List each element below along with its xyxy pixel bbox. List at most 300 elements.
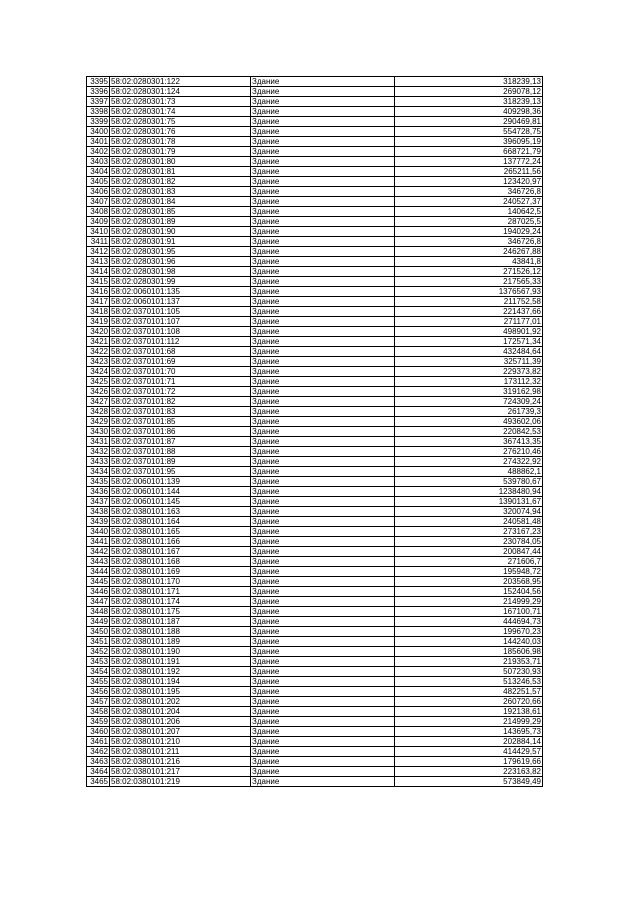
- object-type-cell: Здание: [251, 237, 395, 247]
- cadastral-value-cell: 240527,37: [395, 197, 543, 207]
- table-row: [87, 167, 543, 177]
- row-number-cell: 3404: [87, 167, 110, 177]
- row-number-cell: 3411: [87, 237, 110, 247]
- cadastral-number-cell: 58:02:0280301:80: [110, 157, 251, 167]
- table-row: [87, 207, 543, 217]
- cadastral-value-cell: 240581,48: [395, 517, 543, 527]
- object-type-cell: Здание: [251, 287, 395, 297]
- cadastral-value-cell: 325711,39: [395, 357, 543, 367]
- row-number-cell: 3400: [87, 127, 110, 137]
- row-number-cell: 3440: [87, 527, 110, 537]
- cadastral-number-cell: 58:02:0280301:74: [110, 107, 251, 117]
- object-type-cell: Здание: [251, 747, 395, 757]
- cadastral-value-cell: 488862,1: [395, 467, 543, 477]
- cadastral-number-cell: 58:02:0380101:171: [110, 587, 251, 597]
- cadastral-number-cell: 58:02:0380101:216: [110, 757, 251, 767]
- row-number-cell: 3439: [87, 517, 110, 527]
- cadastral-number-cell: 58:02:0280301:89: [110, 217, 251, 227]
- cadastral-value-cell: 287025,5: [395, 217, 543, 227]
- cadastral-value-cell: 219353,71: [395, 657, 543, 667]
- table-row: [87, 517, 543, 527]
- object-type-cell: Здание: [251, 737, 395, 747]
- cadastral-number-cell: 58:02:0060101:137: [110, 297, 251, 307]
- table-row: [87, 707, 543, 717]
- cadastral-value-cell: 539780,67: [395, 477, 543, 487]
- table-row: [87, 427, 543, 437]
- cadastral-number-cell: 58:02:0380101:211: [110, 747, 251, 757]
- cadastral-value-cell: 192138,61: [395, 707, 543, 717]
- cadastral-value-cell: 167100,71: [395, 607, 543, 617]
- row-number-cell: 3405: [87, 177, 110, 187]
- object-type-cell: Здание: [251, 567, 395, 577]
- table-row: [87, 347, 543, 357]
- cadastral-value-cell: 1376567,93: [395, 287, 543, 297]
- cadastral-value-cell: 260720,66: [395, 697, 543, 707]
- table-row: [87, 367, 543, 377]
- object-type-cell: Здание: [251, 577, 395, 587]
- cadastral-value-cell: 214999,29: [395, 597, 543, 607]
- row-number-cell: 3460: [87, 727, 110, 737]
- object-type-cell: Здание: [251, 637, 395, 647]
- cadastral-number-cell: 58:02:0370101:89: [110, 457, 251, 467]
- table-row: [87, 747, 543, 757]
- cadastral-value-cell: 246267,88: [395, 247, 543, 257]
- row-number-cell: 3409: [87, 217, 110, 227]
- row-number-cell: 3420: [87, 327, 110, 337]
- row-number-cell: 3432: [87, 447, 110, 457]
- cadastral-value-cell: 320074,94: [395, 507, 543, 517]
- table-row: [87, 667, 543, 677]
- cadastral-number-cell: 58:02:0280301:79: [110, 147, 251, 157]
- object-type-cell: Здание: [251, 277, 395, 287]
- object-type-cell: Здание: [251, 447, 395, 457]
- object-type-cell: Здание: [251, 77, 395, 87]
- row-number-cell: 3426: [87, 387, 110, 397]
- cadastral-value-cell: 269078,12: [395, 87, 543, 97]
- object-type-cell: Здание: [251, 527, 395, 537]
- object-type-cell: Здание: [251, 647, 395, 657]
- row-number-cell: 3446: [87, 587, 110, 597]
- cadastral-number-cell: 58:02:0380101:175: [110, 607, 251, 617]
- table-body: [87, 77, 543, 787]
- cadastral-number-cell: 58:02:0280301:91: [110, 237, 251, 247]
- cadastral-number-cell: 58:02:0380101:188: [110, 627, 251, 637]
- object-type-cell: Здание: [251, 457, 395, 467]
- row-number-cell: 3419: [87, 317, 110, 327]
- cadastral-value-cell: 432484,64: [395, 347, 543, 357]
- row-number-cell: 3422: [87, 347, 110, 357]
- table-row: [87, 507, 543, 517]
- row-number-cell: 3416: [87, 287, 110, 297]
- object-type-cell: Здание: [251, 717, 395, 727]
- row-number-cell: 3456: [87, 687, 110, 697]
- row-number-cell: 3418: [87, 307, 110, 317]
- cadastral-value-cell: 221437,66: [395, 307, 543, 317]
- cadastral-number-cell: 58:02:0060101:144: [110, 487, 251, 497]
- row-number-cell: 3453: [87, 657, 110, 667]
- object-type-cell: Здание: [251, 427, 395, 437]
- cadastral-number-cell: 58:02:0380101:189: [110, 637, 251, 647]
- table-row: [87, 757, 543, 767]
- object-type-cell: Здание: [251, 557, 395, 567]
- object-type-cell: Здание: [251, 517, 395, 527]
- cadastral-number-cell: 58:02:0280301:73: [110, 97, 251, 107]
- table-row: [87, 217, 543, 227]
- cadastral-number-cell: 58:02:0380101:166: [110, 537, 251, 547]
- row-number-cell: 3423: [87, 357, 110, 367]
- object-type-cell: Здание: [251, 207, 395, 217]
- table-row: [87, 587, 543, 597]
- cadastral-number-cell: 58:02:0280301:76: [110, 127, 251, 137]
- cadastral-number-cell: 58:02:0280301:82: [110, 177, 251, 187]
- row-number-cell: 3459: [87, 717, 110, 727]
- cadastral-number-cell: 58:02:0280301:122: [110, 77, 251, 87]
- cadastral-value-cell: 200847,44: [395, 547, 543, 557]
- object-type-cell: Здание: [251, 297, 395, 307]
- table-row: [87, 87, 543, 97]
- cadastral-number-cell: 58:02:0370101:95: [110, 467, 251, 477]
- cadastral-number-cell: 58:02:0370101:107: [110, 317, 251, 327]
- row-number-cell: 3463: [87, 757, 110, 767]
- table-row: [87, 397, 543, 407]
- cadastral-number-cell: 58:02:0380101:217: [110, 767, 251, 777]
- cadastral-number-cell: 58:02:0380101:194: [110, 677, 251, 687]
- object-type-cell: Здание: [251, 377, 395, 387]
- cadastral-value-cell: 554728,75: [395, 127, 543, 137]
- table-row: [87, 147, 543, 157]
- object-type-cell: Здание: [251, 177, 395, 187]
- table-row: [87, 327, 543, 337]
- cadastral-value-cell: 396095,19: [395, 137, 543, 147]
- object-type-cell: Здание: [251, 187, 395, 197]
- cadastral-number-cell: 58:02:0380101:174: [110, 597, 251, 607]
- table-row: [87, 97, 543, 107]
- row-number-cell: 3462: [87, 747, 110, 757]
- cadastral-number-cell: 58:02:0370101:69: [110, 357, 251, 367]
- cadastral-number-cell: 58:02:0380101:219: [110, 777, 251, 787]
- cadastral-value-cell: 367413,35: [395, 437, 543, 447]
- object-type-cell: Здание: [251, 107, 395, 117]
- table-row: [87, 417, 543, 427]
- cadastral-value-cell: 144240,03: [395, 637, 543, 647]
- table-row: [87, 537, 543, 547]
- row-number-cell: 3455: [87, 677, 110, 687]
- row-number-cell: 3410: [87, 227, 110, 237]
- cadastral-number-cell: 58:02:0380101:163: [110, 507, 251, 517]
- object-type-cell: Здание: [251, 697, 395, 707]
- table-row: [87, 637, 543, 647]
- row-number-cell: 3464: [87, 767, 110, 777]
- object-type-cell: Здание: [251, 627, 395, 637]
- cadastral-value-cell: 1238480,94: [395, 487, 543, 497]
- object-type-cell: Здание: [251, 407, 395, 417]
- cadastral-value-cell: 346726,8: [395, 237, 543, 247]
- object-type-cell: Здание: [251, 117, 395, 127]
- row-number-cell: 3413: [87, 257, 110, 267]
- object-type-cell: Здание: [251, 507, 395, 517]
- cadastral-value-cell: 318239,13: [395, 77, 543, 87]
- cadastral-value-cell: 214999,29: [395, 717, 543, 727]
- row-number-cell: 3415: [87, 277, 110, 287]
- cadastral-number-cell: 58:02:0370101:85: [110, 417, 251, 427]
- cadastral-number-cell: 58:02:0380101:169: [110, 567, 251, 577]
- cadastral-value-cell: 1390131,67: [395, 497, 543, 507]
- object-type-cell: Здание: [251, 657, 395, 667]
- cadastral-value-cell: 185606,98: [395, 647, 543, 657]
- cadastral-number-cell: 58:02:0370101:108: [110, 327, 251, 337]
- row-number-cell: 3438: [87, 507, 110, 517]
- cadastral-value-cell: 43841,8: [395, 257, 543, 267]
- cadastral-number-cell: 58:02:0370101:86: [110, 427, 251, 437]
- row-number-cell: 3395: [87, 77, 110, 87]
- object-type-cell: Здание: [251, 477, 395, 487]
- object-type-cell: Здание: [251, 387, 395, 397]
- table-row: [87, 447, 543, 457]
- object-type-cell: Здание: [251, 87, 395, 97]
- table-row: [87, 617, 543, 627]
- cadastral-number-cell: 58:02:0370101:82: [110, 397, 251, 407]
- row-number-cell: 3433: [87, 457, 110, 467]
- object-type-cell: Здание: [251, 397, 395, 407]
- cadastral-number-cell: 58:02:0370101:71: [110, 377, 251, 387]
- row-number-cell: 3407: [87, 197, 110, 207]
- object-type-cell: Здание: [251, 487, 395, 497]
- cadastral-number-cell: 58:02:0280301:99: [110, 277, 251, 287]
- cadastral-value-cell: 179619,66: [395, 757, 543, 767]
- row-number-cell: 3435: [87, 477, 110, 487]
- cadastral-value-cell: 172571,34: [395, 337, 543, 347]
- cadastral-value-cell: 724309,24: [395, 397, 543, 407]
- cadastral-number-cell: 58:02:0280301:75: [110, 117, 251, 127]
- cadastral-number-cell: 58:02:0380101:164: [110, 517, 251, 527]
- cadastral-value-cell: 152404,56: [395, 587, 543, 597]
- object-type-cell: Здание: [251, 247, 395, 257]
- cadastral-value-cell: 195948,72: [395, 567, 543, 577]
- cadastral-number-cell: 58:02:0370101:105: [110, 307, 251, 317]
- table-row: [87, 377, 543, 387]
- cadastral-value-cell: 507230,93: [395, 667, 543, 677]
- cadastral-number-cell: 58:02:0370101:83: [110, 407, 251, 417]
- table-row: [87, 357, 543, 367]
- cadastral-value-cell: 346726,8: [395, 187, 543, 197]
- row-number-cell: 3441: [87, 537, 110, 547]
- cadastral-number-cell: 58:02:0380101:191: [110, 657, 251, 667]
- object-type-cell: Здание: [251, 617, 395, 627]
- row-number-cell: 3437: [87, 497, 110, 507]
- cadastral-number-cell: 58:02:0380101:192: [110, 667, 251, 677]
- cadastral-number-cell: 58:02:0380101:187: [110, 617, 251, 627]
- object-type-cell: Здание: [251, 677, 395, 687]
- object-type-cell: Здание: [251, 347, 395, 357]
- row-number-cell: 3429: [87, 417, 110, 427]
- table-row: [87, 677, 543, 687]
- row-number-cell: 3431: [87, 437, 110, 447]
- row-number-cell: 3401: [87, 137, 110, 147]
- object-type-cell: Здание: [251, 767, 395, 777]
- row-number-cell: 3412: [87, 247, 110, 257]
- object-type-cell: Здание: [251, 357, 395, 367]
- row-number-cell: 3448: [87, 607, 110, 617]
- table-row: [87, 597, 543, 607]
- cadastral-number-cell: 58:02:0380101:204: [110, 707, 251, 717]
- cadastral-number-cell: 58:02:0280301:124: [110, 87, 251, 97]
- row-number-cell: 3452: [87, 647, 110, 657]
- cadastral-number-cell: 58:02:0380101:167: [110, 547, 251, 557]
- row-number-cell: 3458: [87, 707, 110, 717]
- row-number-cell: 3424: [87, 367, 110, 377]
- row-number-cell: 3461: [87, 737, 110, 747]
- table-row: [87, 267, 543, 277]
- table-row: [87, 117, 543, 127]
- row-number-cell: 3421: [87, 337, 110, 347]
- object-type-cell: Здание: [251, 467, 395, 477]
- table-row: [87, 337, 543, 347]
- cadastral-value-cell: 173112,32: [395, 377, 543, 387]
- cadastral-value-cell: 217565,33: [395, 277, 543, 287]
- object-type-cell: Здание: [251, 667, 395, 677]
- cadastral-number-cell: 58:02:0370101:70: [110, 367, 251, 377]
- cadastral-value-cell: 668721,79: [395, 147, 543, 157]
- row-number-cell: 3402: [87, 147, 110, 157]
- cadastral-value-cell: 444694,73: [395, 617, 543, 627]
- row-number-cell: 3451: [87, 637, 110, 647]
- object-type-cell: Здание: [251, 687, 395, 697]
- cadastral-number-cell: 58:02:0370101:88: [110, 447, 251, 457]
- object-type-cell: Здание: [251, 327, 395, 337]
- table-row: [87, 557, 543, 567]
- cadastral-value-cell: 273167,23: [395, 527, 543, 537]
- object-type-cell: Здание: [251, 777, 395, 787]
- table-row: [87, 497, 543, 507]
- table-row: [87, 407, 543, 417]
- object-type-cell: Здание: [251, 707, 395, 717]
- table-row: [87, 647, 543, 657]
- object-type-cell: Здание: [251, 137, 395, 147]
- row-number-cell: 3399: [87, 117, 110, 127]
- cadastral-value-cell: 318239,13: [395, 97, 543, 107]
- table-row: [87, 477, 543, 487]
- object-type-cell: Здание: [251, 547, 395, 557]
- cadastral-value-cell: 271177,01: [395, 317, 543, 327]
- cadastral-number-cell: 58:02:0060101:135: [110, 287, 251, 297]
- cadastral-number-cell: 58:02:0370101:68: [110, 347, 251, 357]
- row-number-cell: 3444: [87, 567, 110, 577]
- cadastral-number-cell: 58:02:0370101:87: [110, 437, 251, 447]
- table-row: [87, 727, 543, 737]
- cadastral-value-cell: 414429,57: [395, 747, 543, 757]
- object-type-cell: Здание: [251, 267, 395, 277]
- row-number-cell: 3428: [87, 407, 110, 417]
- row-number-cell: 3436: [87, 487, 110, 497]
- cadastral-value-cell: 229373,82: [395, 367, 543, 377]
- cadastral-number-cell: 58:02:0280301:78: [110, 137, 251, 147]
- cadastral-value-cell: 140642,5: [395, 207, 543, 217]
- object-type-cell: Здание: [251, 587, 395, 597]
- object-type-cell: Здание: [251, 167, 395, 177]
- row-number-cell: 3425: [87, 377, 110, 387]
- cadastral-number-cell: 58:02:0370101:72: [110, 387, 251, 397]
- cadastral-value-cell: 409298,36: [395, 107, 543, 117]
- cadastral-value-cell: 271606,7: [395, 557, 543, 567]
- cadastral-number-cell: 58:02:0280301:98: [110, 267, 251, 277]
- row-number-cell: 3427: [87, 397, 110, 407]
- cadastral-number-cell: 58:02:0380101:207: [110, 727, 251, 737]
- table-row: [87, 247, 543, 257]
- cadastral-value-cell: 319162,98: [395, 387, 543, 397]
- table-row: [87, 307, 543, 317]
- cadastral-value-cell: 123420,97: [395, 177, 543, 187]
- cadastral-number-cell: 58:02:0280301:90: [110, 227, 251, 237]
- table-row: [87, 107, 543, 117]
- table-row: [87, 777, 543, 787]
- row-number-cell: 3450: [87, 627, 110, 637]
- table-row: [87, 467, 543, 477]
- row-number-cell: 3443: [87, 557, 110, 567]
- object-type-cell: Здание: [251, 257, 395, 267]
- table-row: [87, 767, 543, 777]
- table-row: [87, 287, 543, 297]
- object-type-cell: Здание: [251, 367, 395, 377]
- table-row: [87, 387, 543, 397]
- object-type-cell: Здание: [251, 97, 395, 107]
- cadastral-value-cell: 199670,23: [395, 627, 543, 637]
- cadastral-number-cell: 58:02:0380101:202: [110, 697, 251, 707]
- cadastral-number-cell: 58:02:0380101:190: [110, 647, 251, 657]
- table-row: [87, 137, 543, 147]
- table-row: [87, 457, 543, 467]
- row-number-cell: 3403: [87, 157, 110, 167]
- cadastral-value-cell: 271526,12: [395, 267, 543, 277]
- table-row: [87, 197, 543, 207]
- table-row: [87, 657, 543, 667]
- cadastral-value-cell: 143695,73: [395, 727, 543, 737]
- cadastral-number-cell: 58:02:0280301:84: [110, 197, 251, 207]
- table-row: [87, 177, 543, 187]
- table-row: [87, 717, 543, 727]
- table-row: [87, 127, 543, 137]
- cadastral-value-cell: 513246,53: [395, 677, 543, 687]
- row-number-cell: 3398: [87, 107, 110, 117]
- table-row: [87, 227, 543, 237]
- object-type-cell: Здание: [251, 127, 395, 137]
- cadastral-number-cell: 58:02:0280301:96: [110, 257, 251, 267]
- cadastral-number-cell: 58:02:0370101:112: [110, 337, 251, 347]
- row-number-cell: 3447: [87, 597, 110, 607]
- cadastral-value-cell: 230784,05: [395, 537, 543, 547]
- row-number-cell: 3449: [87, 617, 110, 627]
- table-row: [87, 277, 543, 287]
- table-row: [87, 157, 543, 167]
- row-number-cell: 3454: [87, 667, 110, 677]
- row-number-cell: 3457: [87, 697, 110, 707]
- cadastral-number-cell: 58:02:0380101:168: [110, 557, 251, 567]
- object-type-cell: Здание: [251, 147, 395, 157]
- row-number-cell: 3414: [87, 267, 110, 277]
- table-row: [87, 527, 543, 537]
- row-number-cell: 3396: [87, 87, 110, 97]
- table-row: [87, 577, 543, 587]
- table-row: [87, 437, 543, 447]
- row-number-cell: 3430: [87, 427, 110, 437]
- cadastral-value-cell: 482251,57: [395, 687, 543, 697]
- cadastral-number-cell: 58:02:0380101:206: [110, 717, 251, 727]
- table-row: [87, 607, 543, 617]
- table-row: [87, 257, 543, 267]
- row-number-cell: 3434: [87, 467, 110, 477]
- table-row: [87, 237, 543, 247]
- table-row: [87, 627, 543, 637]
- table-row: [87, 697, 543, 707]
